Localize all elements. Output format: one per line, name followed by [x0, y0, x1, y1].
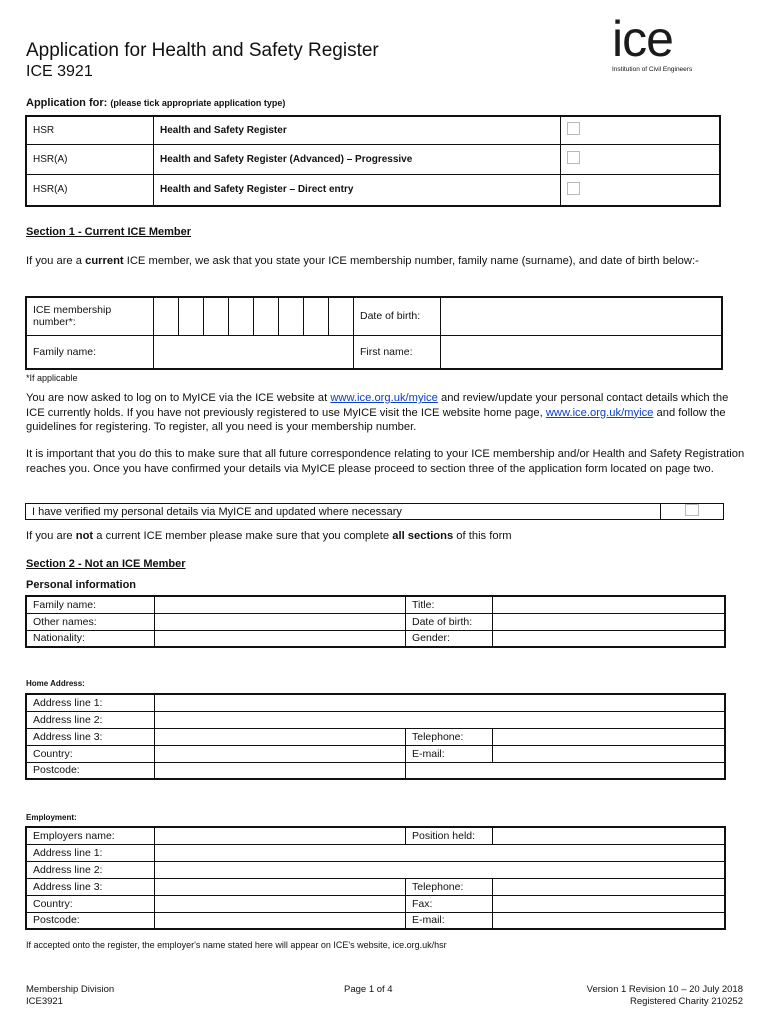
- table-row: [26, 504, 724, 520]
- other-names-label: Other names:: [26, 613, 155, 630]
- family-name-label: Family name:: [26, 335, 154, 369]
- type-code: HSR(A): [26, 144, 154, 174]
- footer-form-code: ICE3921: [26, 996, 63, 1007]
- membership-digit-box[interactable]: [204, 297, 229, 335]
- telephone-label: Telephone:: [406, 728, 493, 745]
- footer-division: Membership Division: [26, 984, 115, 995]
- telephone-label: Telephone:: [406, 878, 493, 895]
- address-line2-input[interactable]: [155, 711, 726, 728]
- membership-digit-box[interactable]: [179, 297, 204, 335]
- home-address-heading: Home Address:: [26, 679, 85, 688]
- family-name-input[interactable]: [155, 596, 406, 613]
- myice-paragraph: You are now asked to log on to MyICE via the ICE website at www.ice.org.uk/myice and review/update your personal contact details which the ICE currently holds. If you have not previously registered to use MyICE visit the ICE website home page, www.ice.org.uk/myice and follow the guidelines for registering. To register, all you need is your membership number.: [26, 392, 729, 433]
- employment-table: [25, 826, 726, 930]
- footer-version: Version 1 Revision 10 – 20 July 2018: [586, 984, 743, 995]
- table-row: [26, 174, 720, 206]
- nationality-label: Nationality:: [26, 630, 155, 647]
- table-row: [26, 335, 722, 369]
- gender-label: Gender:: [406, 630, 493, 647]
- membership-digit-box[interactable]: [304, 297, 329, 335]
- title-input[interactable]: [493, 596, 726, 613]
- position-held-input[interactable]: [493, 827, 726, 844]
- postcode-input[interactable]: [155, 762, 406, 779]
- table-row: [26, 711, 725, 728]
- membership-digit-box[interactable]: [154, 297, 179, 335]
- verified-checkbox[interactable]: [685, 504, 699, 516]
- empty-cell: [406, 762, 726, 779]
- fax-input[interactable]: [493, 895, 726, 912]
- table-row: [26, 895, 725, 912]
- table-row: [26, 144, 720, 174]
- application-type-table: [25, 115, 721, 207]
- page-title: Application for Health and Safety Register: [26, 40, 379, 61]
- application-for-hint: (please tick appropriate application type): [110, 98, 286, 108]
- other-names-input[interactable]: [155, 613, 406, 630]
- dob-input[interactable]: [493, 613, 726, 630]
- postcode-label: Postcode:: [26, 912, 155, 929]
- address-line2-label: Address line 2:: [26, 711, 155, 728]
- membership-number-label: ICE membership number*:: [26, 297, 154, 335]
- type-code: HSR: [26, 116, 154, 144]
- address-line1-label: Address line 1:: [26, 844, 155, 861]
- type-name: Health and Safety Register (Advanced) – Progressive: [154, 144, 561, 174]
- form-code: ICE 3921: [26, 63, 93, 80]
- membership-table: [25, 296, 723, 370]
- country-input[interactable]: [155, 745, 406, 762]
- myice-link[interactable]: www.ice.org.uk/myice: [545, 406, 654, 419]
- type-checkbox-cell: [561, 144, 721, 174]
- table-row: [26, 844, 725, 861]
- table-row: [26, 878, 725, 895]
- telephone-input[interactable]: [493, 728, 726, 745]
- family-name-label: Family name:: [26, 596, 155, 613]
- footnote: *If applicable: [26, 373, 78, 383]
- table-row: [26, 728, 725, 745]
- table-row: [26, 861, 725, 878]
- not-member-note: If you are not a current ICE member please make sure that you complete all sections of this form: [26, 530, 512, 542]
- table-row: [26, 912, 725, 929]
- myice-link[interactable]: www.ice.org.uk/myice: [330, 392, 438, 404]
- table-row: [26, 762, 725, 779]
- section2-heading: Section 2 - Not an ICE Member: [26, 558, 186, 570]
- type-checkbox-cell: [561, 116, 721, 144]
- section1-heading: Section 1 - Current ICE Member: [26, 226, 192, 238]
- email-label: E-mail:: [406, 745, 493, 762]
- employer-name-input[interactable]: [155, 827, 406, 844]
- footer-left: [26, 984, 114, 1008]
- table-row: [26, 745, 725, 762]
- important-paragraph: It is important that you do this to make sure that all future correspondence relating to your ICE membership and/or Health and Safety Registration reaches you. Once you have confirmed your details via MyICE please proceed to section three of the application form located on page two.: [26, 448, 745, 475]
- address-line3-label: Address line 3:: [26, 878, 155, 895]
- first-name-label: First name:: [354, 335, 441, 369]
- logo-word: ice: [612, 11, 673, 67]
- ice-logo: [612, 11, 730, 73]
- address-line2-label: Address line 2:: [26, 861, 155, 878]
- table-row: [26, 596, 725, 613]
- verification-table: [25, 503, 724, 520]
- telephone-input[interactable]: [493, 878, 726, 895]
- fax-label: Fax:: [406, 895, 493, 912]
- email-label: E-mail:: [406, 912, 493, 929]
- position-held-label: Position held:: [406, 827, 493, 844]
- footer-right: [587, 984, 743, 1008]
- personal-info-table: [25, 595, 726, 648]
- employment-note: If accepted onto the register, the employer's name stated here will appear on ICE's website, ice.org.uk/hsr: [26, 940, 447, 950]
- address-line3-label: Address line 3:: [26, 728, 155, 745]
- logo-subtitle: Institution of Civil Engineers: [612, 66, 693, 73]
- country-label: Country:: [26, 745, 155, 762]
- dob-label: Date of birth:: [406, 613, 493, 630]
- table-row: [26, 694, 725, 711]
- membership-digit-box[interactable]: [329, 297, 354, 335]
- gender-input[interactable]: [493, 630, 726, 647]
- nationality-input[interactable]: [155, 630, 406, 647]
- hsr-checkbox[interactable]: [567, 122, 580, 135]
- address-line1-label: Address line 1:: [26, 694, 155, 711]
- first-name-input[interactable]: [441, 335, 723, 369]
- table-row: [26, 630, 725, 647]
- application-for-label: Application for: (please tick appropriate application type): [26, 97, 286, 109]
- type-name: Health and Safety Register – Direct entry: [154, 174, 561, 206]
- table-row: [26, 116, 720, 144]
- membership-digit-box[interactable]: [229, 297, 254, 335]
- verified-checkbox-cell: [661, 504, 724, 520]
- home-address-table: [25, 693, 726, 780]
- employment-heading: Employment:: [26, 813, 77, 822]
- table-row: [26, 613, 725, 630]
- title-label: Title:: [406, 596, 493, 613]
- membership-digit-box[interactable]: [254, 297, 279, 335]
- section1-intro: If you are a current ICE member, we ask that you state your ICE membership number, family name (surname), and date of birth below:-: [26, 255, 699, 267]
- postcode-input[interactable]: [155, 912, 406, 929]
- address-line1-input[interactable]: [155, 694, 726, 711]
- family-name-input[interactable]: [154, 335, 354, 369]
- table-row: [26, 827, 725, 844]
- table-row: [26, 297, 722, 335]
- type-checkbox-cell: [561, 174, 721, 206]
- footer-charity: Registered Charity 210252: [629, 996, 743, 1007]
- country-label: Country:: [26, 895, 155, 912]
- address-line3-input[interactable]: [155, 728, 406, 745]
- address-line3-input[interactable]: [155, 878, 406, 895]
- country-input[interactable]: [155, 895, 406, 912]
- postcode-label: Postcode:: [26, 762, 155, 779]
- address-line2-input[interactable]: [155, 861, 726, 878]
- membership-digit-box[interactable]: [279, 297, 304, 335]
- footer-page-number: Page 1 of 4: [344, 984, 393, 995]
- personal-info-heading: Personal information: [26, 579, 137, 591]
- hsr-advanced-progressive-checkbox[interactable]: [567, 151, 580, 164]
- hsr-direct-entry-checkbox[interactable]: [567, 182, 580, 195]
- dob-label: Date of birth:: [354, 297, 441, 335]
- type-code: HSR(A): [26, 174, 154, 206]
- employer-name-label: Employers name:: [26, 827, 155, 844]
- email-input[interactable]: [493, 912, 726, 929]
- verified-label: I have verified my personal details via MyICE and updated where necessary: [26, 504, 661, 520]
- address-line1-input[interactable]: [155, 844, 726, 861]
- email-input[interactable]: [493, 745, 726, 762]
- type-name: Health and Safety Register: [154, 116, 561, 144]
- dob-input[interactable]: [441, 297, 723, 335]
